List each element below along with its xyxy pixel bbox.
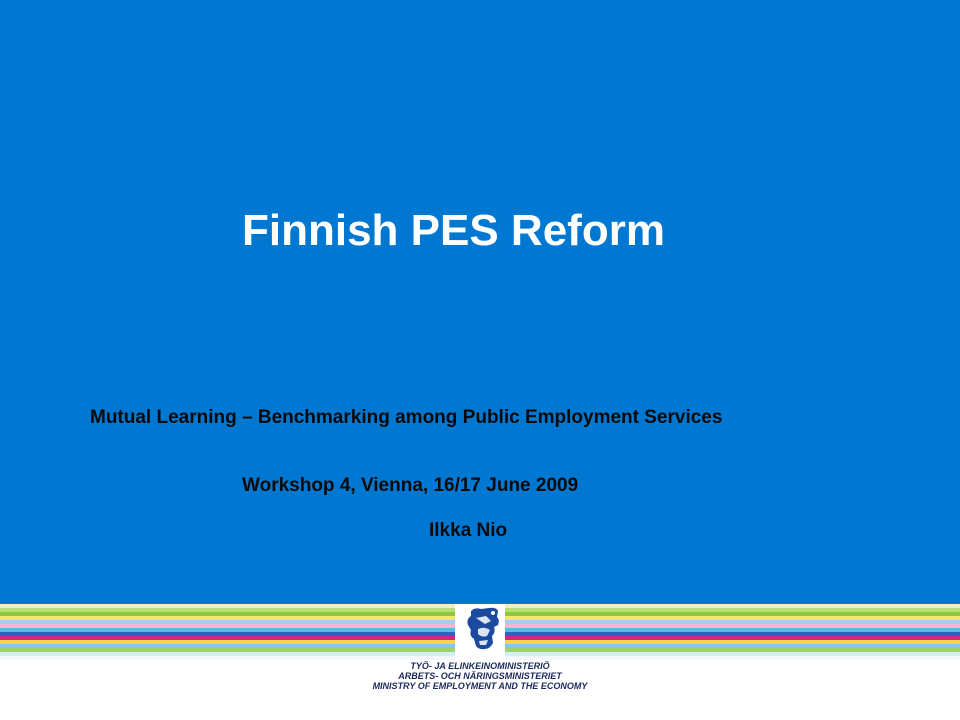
ministry-name-english: MINISTRY OF EMPLOYMENT AND THE ECONOMY [372,681,588,691]
ministry-name-lines [340,661,620,691]
workshop-info: Workshop 4, Vienna, 16/17 June 2009 [242,475,579,496]
ministry-name-finnish: TYÖ- JA ELINKEINOMINISTERIÖ [410,661,550,671]
ministry-name-swedish: ARBETS- OCH NÄRINGSMINISTERIET [398,671,562,681]
lion-coat-of-arms-icon [430,603,540,661]
slide-subtitle: Mutual Learning – Benchmarking among Public Employment Services [90,407,723,428]
presenter-name: Ilkka Nio [429,520,508,541]
slide-title: Finnish PES Reform [242,206,665,255]
